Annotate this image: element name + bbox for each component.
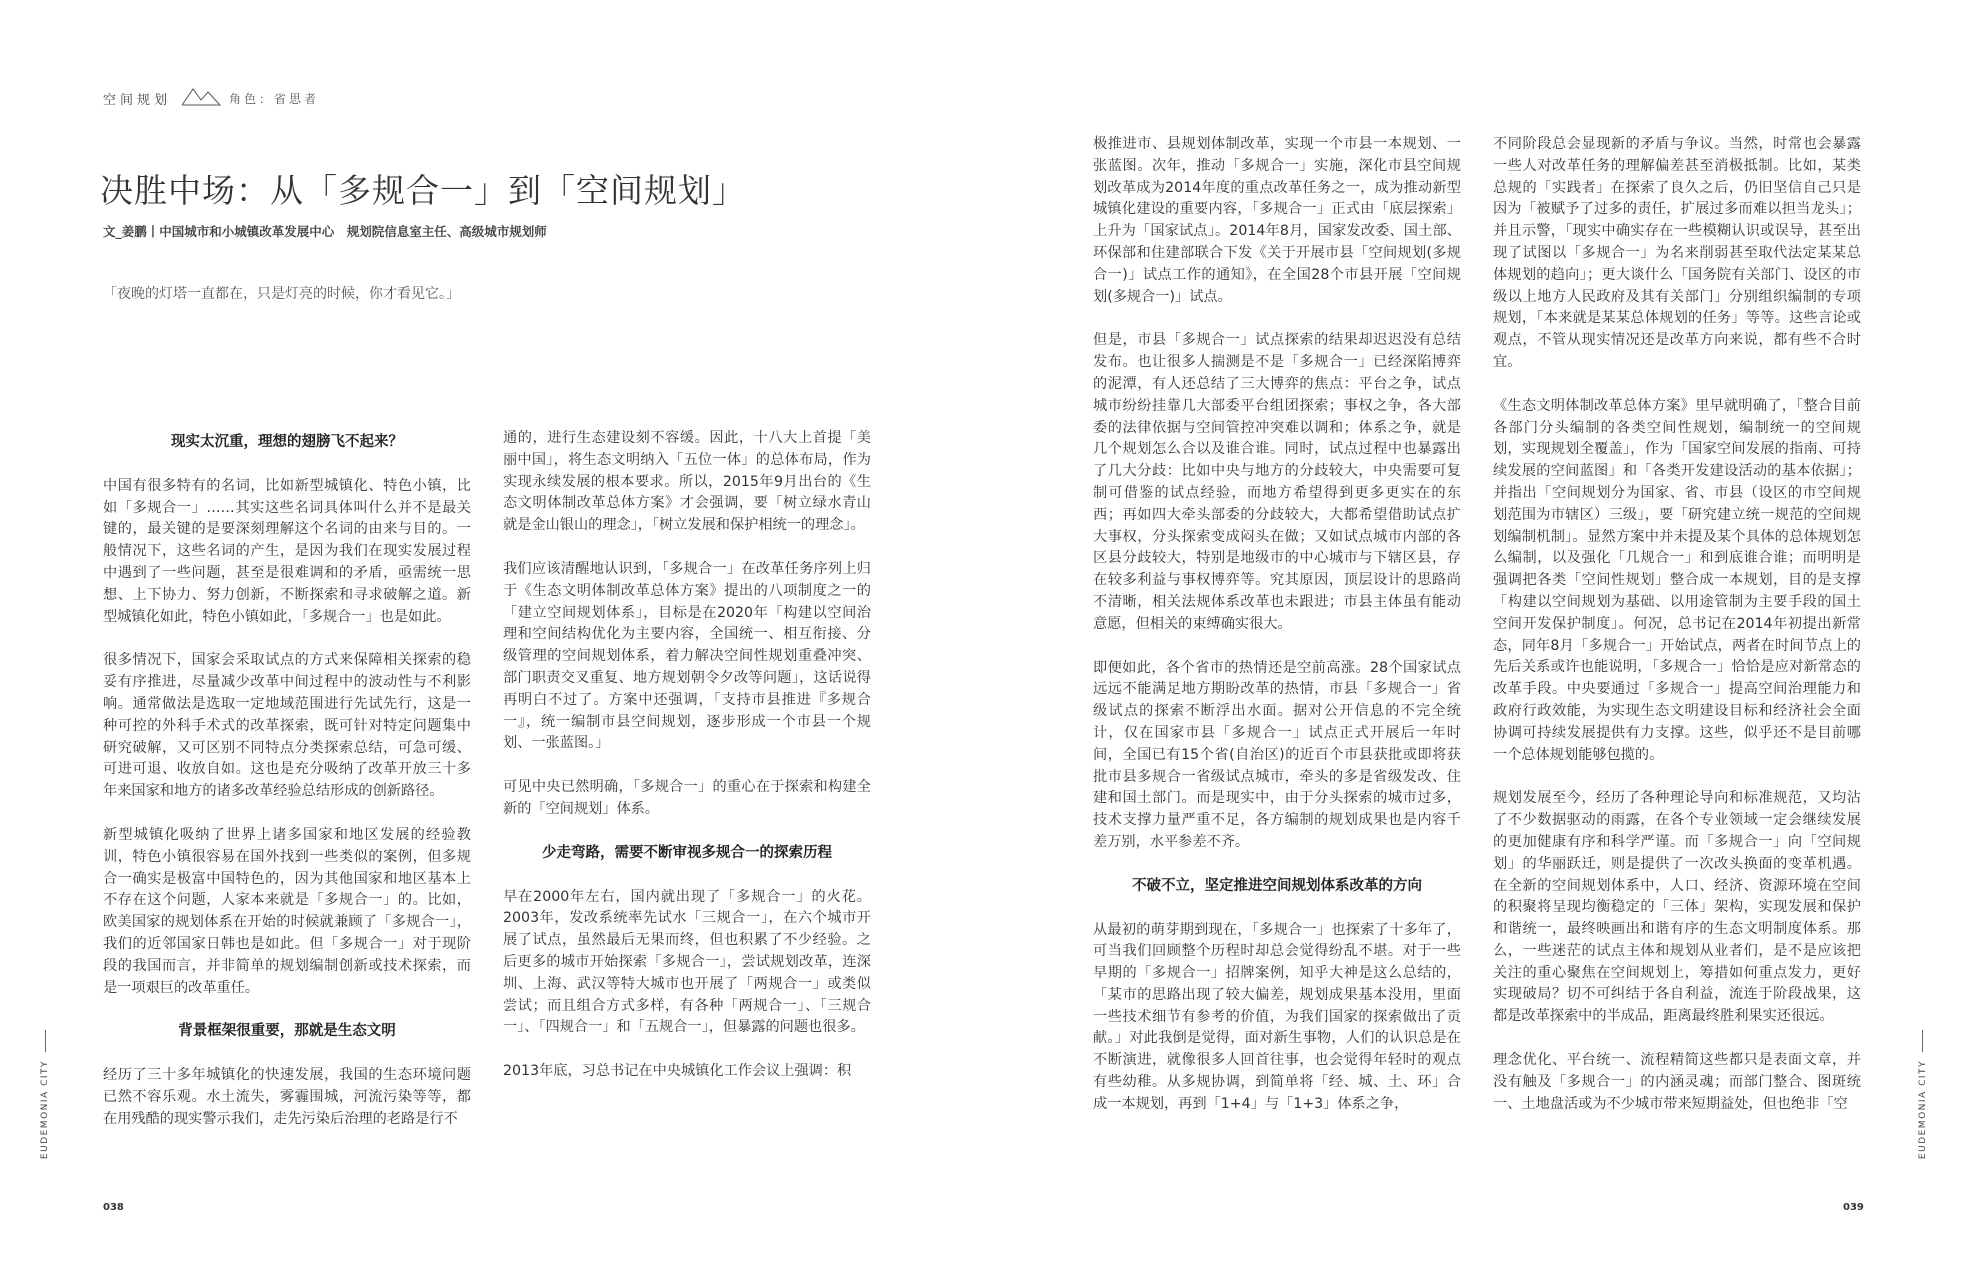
text-column-2: [503, 428, 871, 1105]
text-column-4: [1493, 134, 1861, 1137]
side-brand-text: EUDEMONIA CITY: [1918, 1060, 1928, 1160]
section-heading: 不破不立，坚定推进空间规划体系改革的方向: [1132, 877, 1422, 894]
paragraph: 我们应该清醒地认识到，「多规合一」在改革任务序列上归于《生态文明体制改革总体方案》提出的八项制度之一的「建立空间规划体系」，目标是在2020年「构建以空间治理和空间结构优化为主要内容，全国统一、相互衔接、分级管理的空间规划体系，着力解决空间性规划重叠冲突、部门职责交叉重复、地方规划朝令夕改等问题」，这话说得再明白不过了。方案中还强调，「支持市县推进『多规合一』，统一编制市县空间规划，逐步形成一个市县一个规划、一张蓝图。」: [503, 560, 871, 752]
paragraph: 中国有很多特有的名词，比如新型城镇化、特色小镇，比如「多规合一」……其实这些名词具体叫什么并不是最关键的，最关键的是要深刻理解这个名词的由来与目的。一般情况下，这些名词的产生，是因为我们在现实发展过程中遇到了一些问题，甚至是很难调和的矛盾，亟需统一思想、上下协力、努力创新，不断探索和寻求破解之道。新型城镇化如此，特色小镇如此，「多规合一」也是如此。: [103, 477, 471, 625]
section-header: [103, 86, 319, 110]
paragraph: 经历了三十多年城镇化的快速发展，我国的生态环境问题已然不容乐观。水土流失，雾霾围城，河流污染等等，都在用残酷的现实警示我们，走先污染后治理的老路是行不: [103, 1067, 471, 1127]
paragraph: 很多情况下，国家会采取试点的方式来保障相关探索的稳妥有序推进，尽量减少改革中间过程中的波动性与不利影响。通常做法是选取一定地域范围进行先试先行，这是一种可控的外科手术式的改革探索，既可针对特定问题集中研究破解，又可区别不同特点分类探索总结，可急可缓、可进可退、收放自如。这也是充分吸纳了改革开放三十多年来国家和地方的诸多改革经验总结形成的创新路径。: [103, 652, 471, 800]
margin-rule: [45, 1030, 46, 1052]
text-column-1: [103, 428, 471, 1153]
margin-rule: [1922, 1030, 1923, 1052]
paragraph: 极推进市、县规划体制改革，实现一个市县一本规划、一张蓝图。次年，推动「多规合一」实施，深化市县空间规划改革成为2014年度的重点改革任务之一，成为推动新型城镇化建设的重要内容，「多规合一」正式由「底层探索」上升为「国家试点」。2014年8月，国家发改委、国土部、环保部和住建部联合下发《关于开展市县「空间规划(多规合一)」试点工作的通知》，在全国28个市县开展「空间规划(多规合一)」试点。: [1093, 136, 1461, 305]
paragraph: 通的，进行生态建设刻不容缓。因此，十八大上首提「美丽中国」，将生态文明纳入「五位一体」的总体布局，作为实现永续发展的根本要求。所以，2015年9月出台的《生态文明体制改革总体方案》才会强调，要「树立绿水青山就是金山银山的理念」，「树立发展和保护相统一的理念」。: [503, 430, 871, 534]
text-column-3: [1093, 134, 1461, 1138]
page-number-right: 039: [1843, 1202, 1864, 1213]
paragraph: 新型城镇化吸纳了世界上诸多国家和地区发展的经验教训，特色小镇很容易在国外找到一些类似的案例，但多规合一确实是极富中国特色的，因为其他国家和地区基本上不存在这个问题，人家本来就是「多规合一」的。比如，欧美国家的规划体系在开始的时候就兼顾了「多规合一」，我们的近邻国家日韩也是如此。但「多规合一」对于现阶段的我国而言，并非简单的规划编制创新或技术探索，而是一项艰巨的改革重任。: [103, 826, 471, 996]
paragraph: 即便如此，各个省市的热情还是空前高涨。28个国家试点远远不能满足地方期盼改革的热情，市县「多规合一」省级试点的探索不断浮出水面。据对公开信息的不完全统计，仅在国家市县「多规合一」试点正式开展后一年时间，全国已有15个省(自治区)的近百个市县获批或即将获批市县多规合一省级试点城市，牵头的多是省级发改、住建和国土部门。而是现实中，由于分头探索的城市过多，技术支撑力量严重不足，各方编制的规划成果也是内容千差万别，水平参差不齐。: [1093, 659, 1461, 850]
pull-quote: 「夜晚的灯塔一直都在，只是灯亮的时候，你才看见它。」: [103, 286, 460, 302]
section-heading: 背景框架很重要，那就是生态文明: [178, 1023, 396, 1040]
paragraph: 早在2000年左右，国内就出现了「多规合一」的火花。2003年，发改系统率先试水「三规合一」，在六个城市开展了试点，虽然最后无果而终，但也积累了不少经验。之后更多的城市开始探索「多规合一」，尝试规划改革，连深圳、上海、武汉等特大城市也开展了「两规合一」或类似尝试；而且组合方式多样，有各种「两规合一」、「三规合一」、「四规合一」和「五规合一」，但暴露的问题也很多。: [503, 888, 871, 1036]
paragraph: 2013年底，习总书记在中央城镇化工作会议上强调：积: [503, 1063, 852, 1080]
section-heading: 现实太沉重，理想的翅膀飞不起来？: [171, 434, 403, 450]
byline: 文_姜鹏丨中国城市和小城镇改革发展中心 规划院信息室主任、高级城市规划师: [103, 224, 547, 239]
paragraph: 可见中央已然明确，「多规合一」的重心在于探索和构建全新的「空间规划」体系。: [503, 779, 871, 817]
paragraph: 规划发展至今，经历了各种理论导向和标准规范，又均沾了不少数据驱动的雨露，在各个专业领域一定会继续发展的更加健康有序和科学严谨。而「多规合一」向「空间规划」的华丽跃迁，则是提供了一次改头换面的变革机遇。在全新的空间规划体系中，人口、经济、资源环境在空间的积聚将呈现均衡稳定的「三体」架构，实现发展和保护和谐统一，最终映画出和谐有序的生态文明制度体系。那么，一些迷茫的试点主体和规划从业者们，是不是应该把关注的重心聚焦在空间规划上，筹措如何重点发力，更好实现破局？切不可纠结于各自利益，流连于阶段战果，这都是改革探索中的半成品，距离最终胜利果实还很远。: [1493, 790, 1861, 1025]
side-brand-text: EUDEMONIA CITY: [40, 1060, 50, 1160]
mountain-logo-icon: [181, 86, 221, 110]
paragraph: 理念优化、平台统一、流程精简这些都只是表面文章，并没有触及「多规合一」的内涵灵魂；而部门整合、图斑统一、土地盘活或为不少城市带来短期益处，但也绝非「空: [1493, 1052, 1861, 1112]
section-heading: 少走弯路，需要不断审视多规合一的探索历程: [542, 844, 832, 861]
paragraph: 从最初的萌芽期到现在，「多规合一」也探索了十多年了，可当我们回顾整个历程时却总会觉得纷乱不堪。对于一些早期的「多规合一」招牌案例，知乎大神是这么总结的，「某市的思路出现了较大偏差，规划成果基本没用，里面一些技术细节有参考的价值，为我们国家的探索做出了贡献。」对此我倒是觉得，面对新生事物，人们的认识总是在不断演进，就像很多人回首往事，也会觉得年轻时的观点有些幼稚。从多规协调，到简单将「经、城、土、环」合成一本规划，再到「1+4」与「1+3」体系之争，: [1093, 921, 1461, 1112]
role-label: 角色：省思者: [229, 91, 320, 106]
page-number-left: 038: [103, 1202, 124, 1213]
paragraph: 不同阶段总会显现新的矛盾与争议。当然，时常也会暴露一些人对改革任务的理解偏差甚至消极抵制。比如，某类总规的「实践者」在探索了良久之后，仍旧坚信自己只是因为「被赋予了过多的责任，扩展过多而难以担当龙头」；并且示警，「现实中确实存在一些模糊认识或误导，甚至出现了试图以「多规合一」为名来削弱甚至取代法定某某总体规划的趋向」；更大谈什么「国务院有关部门、设区的市级以上地方人民政府及其有关部门」分别组织编制的专项规划，「本来就是某某总体规划的任务」等等。这些言论或观点，不管从现实情况还是改革方向来说，都有些不合时宜。: [1493, 136, 1861, 370]
paragraph: 但是，市县「多规合一」试点探索的结果却迟迟没有总结发布。也让很多人揣测是不是「多规合一」已经深陷博弈的泥潭，有人还总结了三大博弈的焦点：平台之争，试点城市纷纷挂靠几大部委平台组团探索；事权之争，各大部委的法律依据与空间管控冲突难以调和；体系之争，就是几个规划怎么合以及谁合谁。同时，试点过程中也暴露出了几大分歧：比如中央与地方的分歧较大，中央需要可复制可借鉴的试点经验，而地方希望得到更多更实在的东西；再如四大牵头部委的分歧较大，大都希望借助试点扩大事权，分头探索变成闷头在做；又如试点城市内部的各区县分歧较大，特别是地级市的中心城市与下辖区县，存在较多利益与事权博弈等。究其原因，顶层设计的思路尚不清晰，相关法规体系改革也未跟进；市县主体虽有能动意愿，但相关的束缚确实很大。: [1093, 332, 1461, 632]
paragraph: 《生态文明体制改革总体方案》里早就明确了，「整合目前各部门分头编制的各类空间性规划，编制统一的空间规划，实现规划全覆盖」，作为「国家空间发展的指南、可持续发展的空间蓝图」和「各类开发建设活动的基本依据」；并指出「空间规划分为国家、省、市县（设区的市空间规划范围为市辖区）三级」，要「研究建立统一规范的空间规划编制机制」。显然方案中并未提及某个具体的总体规划怎么编制，以及强化「几规合一」和到底谁合谁；而明明是强调把各类「空间性规划」整合成一本规划，目的是支撑「构建以空间规划为基础、以用途管制为主要手段的国土空间开发保护制度」。何况，总书记在2014年初提出新常态，同年8月「多规合一」开始试点，两者在时间节点上的先后关系或许也能说明，「多规合一」恰恰是应对新常态的改革手段。中央要通过「多规合一」提高空间治理能力和政府行政效能，为实现生态文明建设目标和经济社会全面协调可持续发展提供有力支撑。这些，似乎还不是目前哪一个总体规划能够包揽的。: [1493, 397, 1861, 763]
article-title: 决胜中场：从「多规合一」到「空间规划」: [100, 171, 746, 210]
section-label: 空间规划: [103, 92, 172, 108]
